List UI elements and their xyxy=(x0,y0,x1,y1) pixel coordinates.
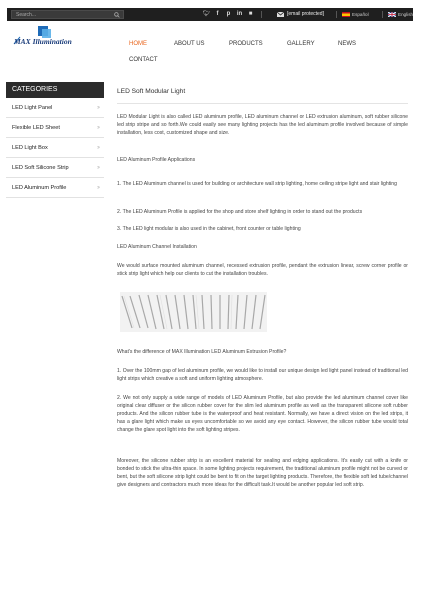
site-logo[interactable] xyxy=(12,26,82,50)
pinterest-icon[interactable]: p xyxy=(226,11,231,17)
search-icon[interactable] xyxy=(114,12,120,18)
category-item[interactable] xyxy=(6,158,104,178)
nav-home[interactable]: HOME xyxy=(129,41,147,47)
category-item[interactable] xyxy=(6,98,104,118)
divider xyxy=(336,11,337,18)
nav-news[interactable]: NEWS xyxy=(338,41,356,47)
application-item: 3. The LED light modular is also used in the cabinet, front counter or table lighting xyxy=(117,226,301,232)
category-item[interactable] xyxy=(6,178,104,198)
difference-paragraph: 2. We not only supply a wide range of models of LED Aluminum Profile, but also provide the led aluminum channel cover like original clear diffuser or the silicon rubber cover for the slim led aluminum profile as well as the transparent silicone soft rubber products. And the silicon rubber tube is the waterproof and heat resistant. Normally, we have a direct vision on the led strips, it has a glare light which make us eyes uncomfortable so we avoid any eye contact. However, the silicon rubber tube would total change the glare spot light into the soft lighting stripes. xyxy=(117,395,408,433)
aluminum-profile-photo xyxy=(120,292,267,332)
top-bar xyxy=(7,8,413,21)
double-chevron-icon: ›› xyxy=(97,145,99,151)
double-chevron-icon: ›› xyxy=(97,165,99,171)
language-en[interactable] xyxy=(388,11,413,18)
category-label[interactable]: LED Soft Silicone Strip xyxy=(12,165,69,171)
category-label[interactable]: Flexible LED Sheet xyxy=(12,125,60,131)
category-label[interactable]: LED Light Box xyxy=(12,145,48,151)
nav-gallery[interactable]: GALLERY xyxy=(287,41,315,47)
linkedin-icon[interactable]: in xyxy=(236,11,243,17)
difference-heading: What's the difference of MAX Illumination LED Aluminum Extrusion Profile? xyxy=(117,349,287,355)
spain-flag-icon xyxy=(342,12,350,17)
category-item[interactable] xyxy=(6,138,104,158)
twitter-icon[interactable]: 🐦︎ xyxy=(203,11,211,17)
youtube-icon[interactable]: ■ xyxy=(248,11,253,17)
application-item: 1. The LED Aluminum channel is used for building or architecture wall strip lighting, home ceiling stripe light and stair lighting xyxy=(117,181,397,187)
language-es[interactable] xyxy=(342,11,369,18)
email-text[interactable]: [email protected] xyxy=(287,11,324,17)
category-sidebar xyxy=(6,82,104,198)
category-label[interactable]: LED Light Panel xyxy=(12,105,53,111)
envelope-icon xyxy=(277,12,284,17)
facebook-icon[interactable]: f xyxy=(216,11,219,17)
intro-paragraph: LED Modular Light is also called LED aluminum profile, LED aluminum channel or LED extrusion aluminum, soft rubber silicone led strip stripe and so forth.We could easily see many lighting projects has the led aluminum profile involved because of simple installation, less cost, customized shape and size. xyxy=(117,114,408,136)
nav-products[interactable]: PRODUCTS xyxy=(229,41,263,47)
search-box[interactable] xyxy=(11,10,124,19)
logo-text-max: MAX xyxy=(14,37,31,46)
difference-paragraph: 1. Over the 100mm gap of led aluminum profile, we would like to install our unique design led light panel instead of traditional led light strips which creative a soft and uniform lighting atmosphere. xyxy=(117,368,408,382)
nav-contact[interactable]: CONTACT xyxy=(129,57,158,63)
installation-heading: LED Aluminum Channel Installation xyxy=(117,244,197,250)
logo-text-illumination: Illumination xyxy=(32,37,72,46)
divider xyxy=(261,11,262,18)
nav-about[interactable]: ABOUT US xyxy=(174,41,205,47)
installation-paragraph: We would surface mounted aluminum channel, recessed extrusion profile, pendant the extrusion linear, screw corner profile or stick strip light which help our clients to cut the installation troubles. xyxy=(117,263,408,277)
divider xyxy=(382,11,383,18)
application-item: 2. The LED Aluminum Profile is applied for the shop and store shelf lighting in order to stand out the products xyxy=(117,209,363,215)
email-link[interactable] xyxy=(277,11,324,18)
categories-heading: CATEGORIES xyxy=(6,82,104,98)
social-links xyxy=(203,11,254,18)
page-title: LED Soft Modular Light xyxy=(117,88,408,104)
category-label[interactable]: LED Aluminum Profile xyxy=(12,185,67,191)
uk-flag-icon xyxy=(388,12,396,17)
language-label[interactable]: Español xyxy=(352,12,369,17)
double-chevron-icon: ›› xyxy=(97,105,99,111)
category-item[interactable] xyxy=(6,118,104,138)
language-label[interactable]: English xyxy=(398,12,414,17)
double-chevron-icon: ›› xyxy=(97,125,99,131)
search-input[interactable] xyxy=(16,12,111,18)
article-content xyxy=(117,88,408,488)
double-chevron-icon: ›› xyxy=(97,185,99,191)
applications-heading: LED Aluminum Profile Applications xyxy=(117,157,196,163)
difference-paragraph: Moreover, the silicone rubber strip is an excellent material for sealing and edging applications. It's easily cut with a knife or bonded to stick the ultra-thin space. In some lighting projects requirement, the traditional aluminum profile might not be curved or bent, but the soft silicone strip light could be bent to fit on the target lighting products. Therefore, the flexible soft led tube/channel give designers and contractors much more ideas for the difficult task.It would be another popular led soft strip. xyxy=(117,458,408,488)
